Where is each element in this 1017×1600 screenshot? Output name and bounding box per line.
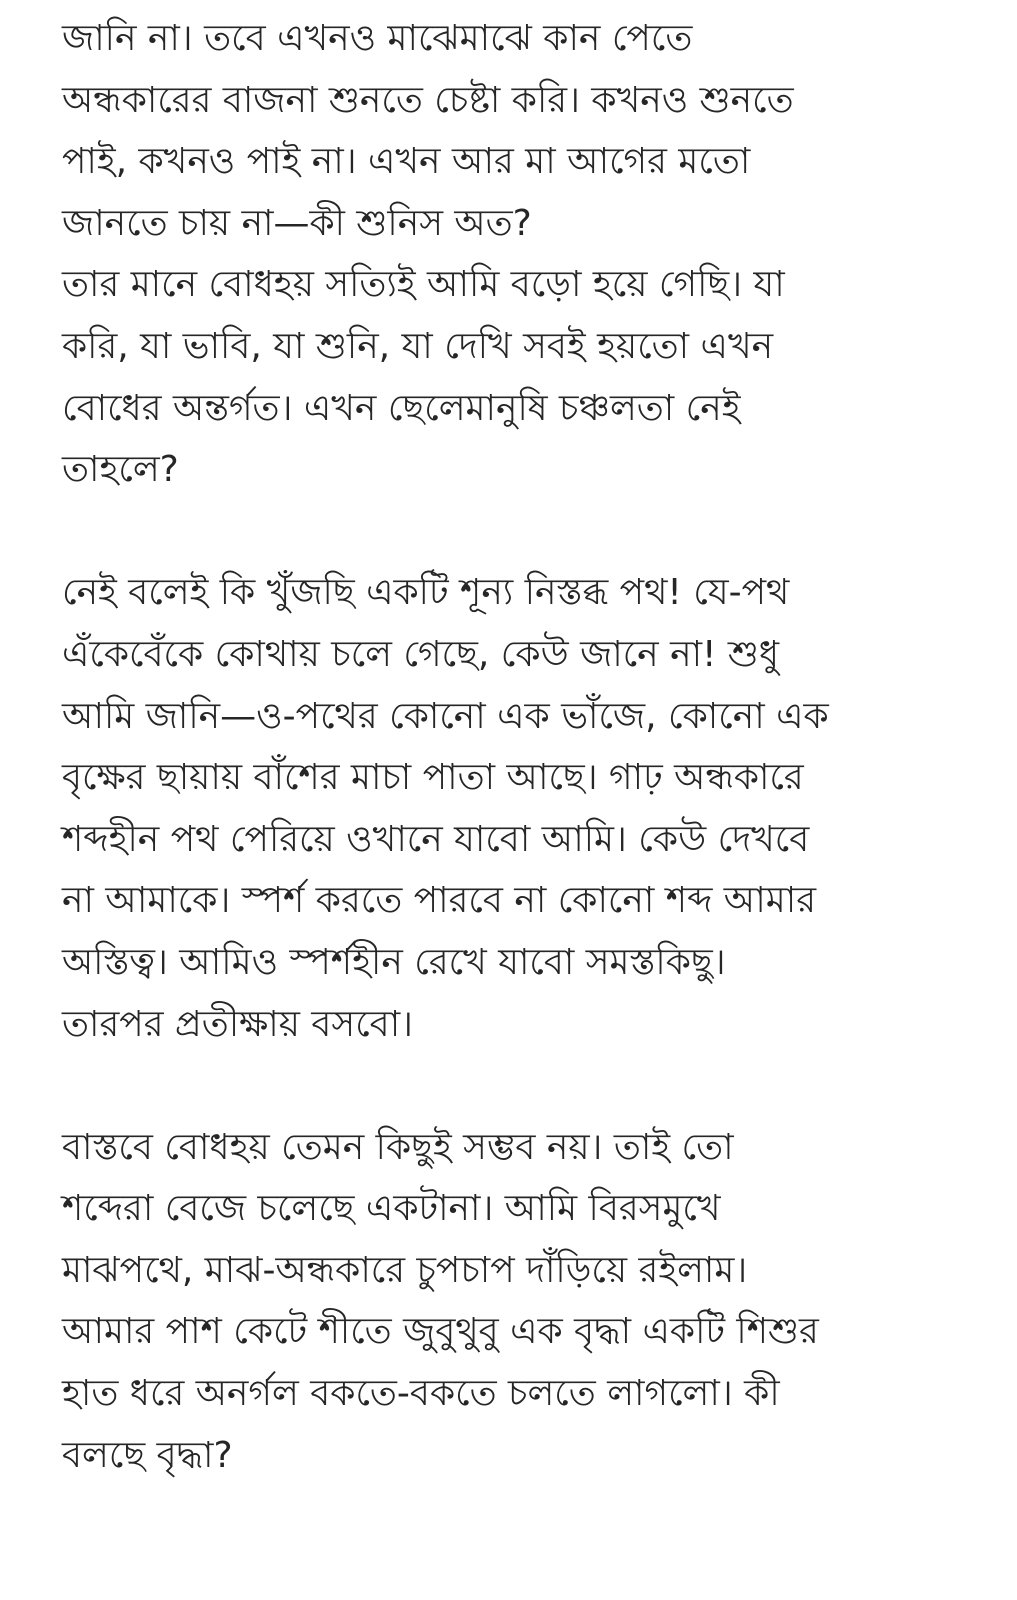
text-line: করি, যা ভাবি, যা শুনি, যা দেখি সবই হয়তো এখন	[62, 325, 774, 367]
text-line: বোধের অন্তর্গত। এখন ছেলেমানুষি চঞ্চলতা নেই	[62, 387, 741, 429]
text-line: হাত ধরে অনর্গল বকতে-বকতে চলতে লাগলো। কী	[62, 1373, 780, 1415]
paragraph-spacer	[62, 1055, 962, 1117]
text-line: বলছে বৃদ্ধা?	[62, 1434, 233, 1476]
text-line: শব্দেরা বেজে চলেছে একটানা। আমি বিরসমুখে	[62, 1188, 721, 1230]
article-body	[62, 8, 962, 1486]
text-line: অন্ধকারের বাজনা শুনতে চেষ্টা করি। কখনও শুনতে	[62, 79, 794, 121]
text-line: এঁকেবেঁকে কোথায় চলে গেছে, কেউ জানে না! শুধু	[62, 633, 780, 675]
paragraph-1	[62, 8, 962, 501]
text-line: জানতে চায় না—কী শুনিস অত?	[62, 202, 532, 244]
text-line: নেই বলেই কি খুঁজছি একটি শূন্য নিস্তব্ধ পথ! যে-পথ	[62, 572, 790, 614]
text-line: তারপর প্রতীক্ষায় বসবো।	[62, 1003, 414, 1045]
text-line: অস্তিত্ব। আমিও স্পর্শহীন রেখে যাবো সমস্তকিছু।	[62, 941, 726, 983]
paragraph-spacer	[62, 501, 962, 563]
text-line: না আমাকে। স্পর্শ করতে পারবে না কোনো শব্দ আমার	[62, 880, 817, 922]
text-line: পাই, কখনও পাই না। এখন আর মা আগের মতো	[62, 141, 751, 183]
text-line: বৃক্ষের ছায়ায় বাঁশের মাচা পাতা আছে। গাঢ় অন্ধকারে	[62, 757, 804, 799]
paragraph-3	[62, 1117, 962, 1487]
text-line: তাহলে?	[62, 449, 179, 491]
text-line: শব্দহীন পথ পেরিয়ে ওখানে যাবো আমি। কেউ দেখবে	[62, 818, 810, 860]
text-line: আমার পাশ কেটে শীতে জুবুথুবু এক বৃদ্ধা একটি শিশুর	[62, 1311, 819, 1353]
text-line: বাস্তবে বোধহয় তেমন কিছুই সম্ভব নয়। তাই তো	[62, 1126, 734, 1168]
text-line: জানি না। তবে এখনও মাঝেমাঝে কান পেতে	[62, 18, 693, 59]
paragraph-2	[62, 562, 962, 1055]
text-line: তার মানে বোধহয় সত্যিই আমি বড়ো হয়ে গেছি। যা	[62, 264, 785, 306]
text-line: আমি জানি—ও-পথের কোনো এক ভাঁজে, কোনো এক	[62, 695, 829, 737]
text-line: মাঝপথে, মাঝ-অন্ধকারে চুপচাপ দাঁড়িয়ে রইলাম।	[62, 1249, 748, 1291]
